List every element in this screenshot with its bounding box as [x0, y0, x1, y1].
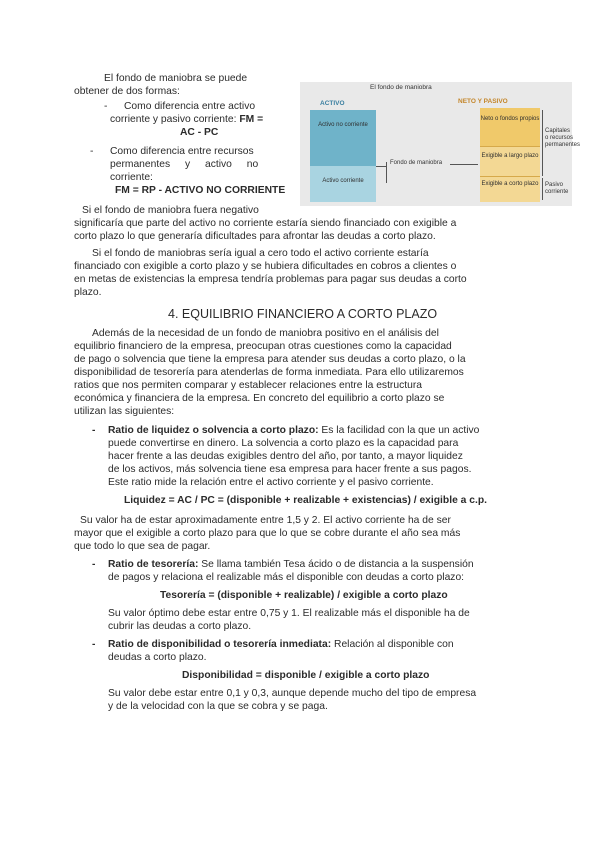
disponibilidad-formula: Disponibilidad = disponible / exigible a corto plazo [182, 670, 430, 681]
tesoreria-formula: Tesorería = (disponible + realizable) / exigible a corto plazo [160, 590, 448, 601]
para2-line: Si el fondo de maniobras sería igual a cero todo el activo corriente estaría [92, 248, 429, 259]
intro-item2-line2: permanentes y activo no [110, 159, 259, 170]
tesoreria-title: Ratio de tesorería: [108, 559, 199, 570]
liquidez-line: de los activos, más solvencia tiene esa empresa para hacer frente a sus pagos. [108, 464, 472, 475]
bullet-dash: - [92, 425, 96, 436]
liquidez-title: Ratio de liquidez o solvencia a corto plazo: [108, 425, 319, 436]
para4-line: Su valor ha de estar aproximadamente entre 1,5 y 2. El activo corriente ha de ser [80, 515, 451, 526]
intro-item1-line1: Como diferencia entre activo [124, 101, 256, 112]
liquidez-formula: Liquidez = AC / PC = (disponible + realizable + existencias) / exigible a c.p. [124, 495, 487, 506]
para2-line: en metas de existencias la empresa tendría problemas para pagar sus deudas a corto [74, 274, 467, 285]
para3-line: económica y financiera de la empresa. En concreto del equilibrio a corto plazo se [74, 393, 445, 404]
para3-line: equilibrio financiero de la empresa, preocupan otras cuestiones como la capacidad [74, 341, 452, 352]
para2-line: plazo. [74, 287, 102, 298]
para4-line: mayor que el exigible a corto plazo para que lo que se cobre durante el año sea más [74, 528, 461, 539]
disponibilidad-first-line: Ratio de disponibilidad o tesorería inmediata: Relación al disponible con [108, 639, 454, 650]
para1-line: significaría que parte del activo no corriente estaría siendo financiado con exigible a [74, 218, 457, 229]
intro-item1-line2: corriente y pasivo corriente: FM = [110, 114, 264, 125]
para3-line: utilizan las siguientes: [74, 406, 175, 417]
liquidez-line: Este ratio mide la relación entre el activo corriente y el pasivo corriente. [108, 477, 434, 488]
activo-header: ACTIVO [320, 100, 345, 107]
bullet-dash: - [92, 559, 96, 570]
intro-item1-formula: AC - PC [180, 127, 219, 138]
pasivo-corriente-label: Pasivo corriente [545, 182, 569, 195]
fondo-maniobra-diagram [300, 82, 581, 206]
para1-line: Si el fondo de maniobra fuera negativo [82, 205, 259, 216]
tesoreria-first-line: Ratio de tesorería: Se llama también Tesa ácido o de distancia a la suspensión [108, 559, 474, 570]
para3-line: de pago o solvencia que tiene la empresa para atender sus deudas a corto plazo, o la [74, 354, 466, 365]
intro-item2-line3: corriente: [110, 172, 153, 183]
bullet-dash: - [90, 146, 94, 157]
intro-line-1: El fondo de maniobra se puede [104, 73, 248, 84]
disponibilidad-note: Su valor debe estar entre 0,1 y 0,3, aunque depende mucho del tipo de empresa [108, 688, 477, 699]
para4-line: que todo lo que sea de pagar. [74, 541, 211, 552]
disponibilidad-title: Ratio de disponibilidad o tesorería inmediata: [108, 639, 332, 650]
para3-line: Además de la necesidad de un fondo de maniobra positivo en el análisis del [92, 328, 439, 339]
tesoreria-note: cubrir las deudas a corto plazo. [108, 621, 252, 632]
neto-box: Neto o fondos propios [480, 108, 540, 146]
intro-item1-formula-a: FM = [239, 114, 264, 125]
bullet-dash: - [104, 101, 108, 112]
exigible-cp-box: Exigible a corto plazo [480, 176, 540, 202]
bracket-line [450, 164, 478, 165]
para1-line: corto plazo lo que generaría dificultades para afrontar las deudas a corto plazo. [74, 231, 436, 242]
neto-header: NETO Y PASIVO [458, 98, 508, 105]
bracket-line [376, 166, 386, 167]
bracket-line [386, 162, 387, 166]
liquidez-line: hacer frente a las deudas exigibles dentro del año, por tanto, a mayor liquidez [108, 451, 463, 462]
capitales-label: Capitales o recursos permanentes [545, 128, 581, 148]
para3-line: ratios que nos permiten comparar y establecer relaciones entre la estructura [74, 380, 422, 391]
activo-corriente-box: Activo corriente [310, 166, 376, 202]
bracket-line [542, 110, 543, 176]
tesoreria-note: Su valor óptimo debe estar entre 0,75 y 1. El realizable más el disponible ha de [108, 608, 470, 619]
intro-line-2: obtener de dos formas: [74, 86, 180, 97]
liquidez-first-line: Ratio de liquidez o solvencia a corto plazo: Es la facilidad con la que un activo [108, 425, 480, 436]
diagram-title: El fondo de maniobra [370, 84, 432, 91]
activo-no-corriente-box: Activo no corriente [310, 110, 376, 166]
para2-line: financiado con exigible a corto plazo y se hubiera dificultades en cobros a clientes o [74, 261, 457, 272]
fondo-label: Fondo de maniobra [390, 160, 443, 166]
section-title: 4. EQUILIBRIO FINANCIERO A CORTO PLAZO [168, 307, 438, 321]
disponibilidad-note: y de la velocidad con la que se cobra y se paga. [108, 701, 328, 712]
exigible-lp-box: Exigible a largo plazo [480, 146, 540, 176]
bracket-line [386, 166, 387, 183]
tesoreria-line: de pagos y relaciona el realizable más el disponible con deudas a corto plazo: [108, 572, 465, 583]
intro-item2-formula: FM = RP - ACTIVO NO CORRIENTE [115, 185, 286, 196]
disponibilidad-line: deudas a corto plazo. [108, 652, 207, 663]
liquidez-line: puede convertirse en dinero. La solvencia a corto plazo es la capacidad para [108, 438, 459, 449]
bracket-line [542, 178, 543, 200]
bullet-dash: - [92, 639, 96, 650]
intro-item2-line1: Como diferencia entre recursos [110, 146, 254, 157]
para3-line: disponibilidad de tesorería para atenderlas de forma inmediata. Para ello utilizaremos [74, 367, 464, 378]
